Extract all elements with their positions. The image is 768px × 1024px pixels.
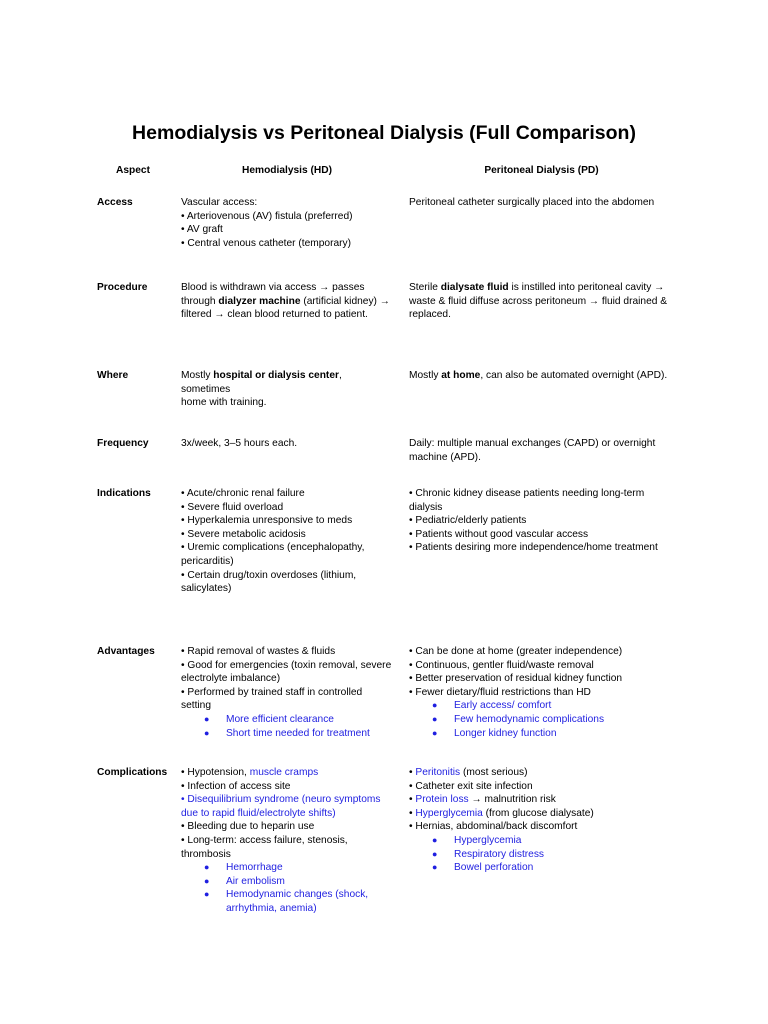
text-run: → malnutrition risk [468, 794, 556, 806]
indications-hd-line: • Certain drug/toxin overdoses (lithium, [181, 569, 357, 581]
bullet-icon: ● [204, 862, 210, 873]
bullet-icon: ● [432, 848, 438, 859]
complications-pd-sub-item [409, 834, 674, 848]
indications-pd-line: • Patients without good vascular access [409, 528, 589, 540]
advantages-pd-line: • Can be done at home (greater independence) [409, 646, 623, 657]
indications-hd-line: • Uremic complications (encephalopathy, [181, 542, 365, 554]
advantages-hd-sub-item [181, 713, 393, 727]
complications-hd-line: • Long-term: access failure, stenosis, [181, 834, 348, 846]
complications-hd-cell [181, 766, 393, 916]
sub-item-text: Bowel perforation [454, 862, 534, 874]
complications-hd-line: thrombosis [181, 848, 231, 860]
advantages-pd-sub-item [409, 727, 674, 741]
text-run: through [181, 295, 219, 307]
indications-hd-line: • Hyperkalemia unresponsive to meds [181, 515, 353, 527]
bullet-icon: ● [432, 713, 438, 724]
bullet-icon: ● [432, 727, 438, 738]
document-title: Hemodialysis vs Peritoneal Dialysis (Full Comparison) [132, 122, 636, 144]
complications-hd-sub-item [181, 888, 393, 902]
indications-hd-line: pericarditis) [181, 555, 234, 567]
frequency-pd-line: Daily: multiple manual exchanges (CAPD) or overnight [409, 438, 656, 449]
indications-hd-line: salicylates) [181, 583, 232, 595]
where-hd-line [181, 369, 393, 396]
text-run: Mostly [181, 370, 214, 381]
indications-pd-line: • Pediatric/elderly patients [409, 515, 527, 527]
sub-item-text: Hemodynamic changes (shock, [226, 889, 369, 901]
highlighted-term: Protein loss [415, 794, 469, 806]
complications-hd-line: due to rapid fluid/electrolyte shifts) [181, 807, 336, 819]
complications-pd-line [409, 807, 674, 821]
text-run: (artificial kidney) → [300, 295, 390, 307]
advantages-pd-cell [409, 645, 674, 740]
indications-hd-line: • Severe metabolic acidosis [181, 528, 306, 540]
row-label-procedure: Procedure [97, 282, 148, 293]
access-pd-cell: Peritoneal catheter surgically placed into the abdomen [409, 197, 655, 208]
where-hd-line: home with training. [181, 397, 267, 409]
row-label-complications: Complications [97, 767, 168, 778]
advantages-pd-sub-item [409, 713, 674, 727]
header-aspect: Aspect [116, 165, 150, 176]
indications-pd-cell [409, 487, 674, 555]
bold-term: hospital or dialysis center [213, 370, 339, 381]
bullet-icon: ● [432, 862, 438, 873]
advantages-hd-sub-item [181, 727, 393, 741]
advantages-pd-line: • Continuous, gentler fluid/waste removal [409, 659, 594, 671]
complications-hd-sub-item [181, 861, 393, 875]
sub-item-text: Few hemodynamic complications [454, 713, 605, 725]
complications-pd-sub-item [409, 861, 674, 875]
advantages-pd-line: • Better preservation of residual kidney function [409, 673, 623, 685]
indications-hd-line: • Severe fluid overload [181, 501, 284, 513]
procedure-hd-line: Blood is withdrawn via access → passes [181, 282, 365, 293]
text-run: • [409, 794, 416, 806]
bullet-icon: ● [204, 889, 210, 900]
complications-pd-line [409, 766, 674, 780]
highlighted-term: Hyperglycemia [415, 807, 483, 819]
where-pd-line [409, 369, 674, 383]
bold-term: dialysate fluid [440, 282, 509, 293]
access-hd-cell [181, 196, 393, 250]
sub-item-text: Short time needed for treatment [226, 727, 370, 739]
complications-hd-line [181, 766, 393, 780]
advantages-hd-line: electrolyte imbalance) [181, 673, 281, 685]
text-run: (most serious) [460, 767, 528, 778]
procedure-hd-line: filtered → clean blood returned to patient. [181, 309, 368, 321]
indications-pd-line: • Chronic kidney disease patients needing long-term [409, 488, 645, 499]
sub-item-text: Hyperglycemia [454, 834, 522, 846]
sub-item-text: Hemorrhage [226, 862, 283, 874]
sub-item-text: More efficient clearance [226, 713, 334, 725]
complications-pd-line: • Catheter exit site infection [409, 780, 533, 792]
advantages-hd-line: • Performed by trained staff in controlled setting [181, 686, 363, 712]
complications-hd-line: • Disequilibrium syndrome (neuro symptoms [181, 794, 381, 806]
row-label-frequency: Frequency [97, 438, 149, 449]
frequency-pd-cell [409, 437, 674, 464]
text-run: • [409, 807, 416, 819]
bold-term: dialyzer machine [218, 295, 301, 307]
access-hd-line: • Arteriovenous (AV) fistula (preferred) [181, 210, 353, 222]
indications-hd-line: • Acute/chronic renal failure [181, 488, 305, 499]
procedure-hd-line [181, 295, 393, 309]
highlighted-term: muscle cramps [249, 767, 319, 778]
bullet-icon: ● [204, 713, 210, 724]
advantages-pd-sub-item [409, 699, 674, 713]
header-hemodialysis: Hemodialysis (HD) [241, 165, 332, 176]
bullet-icon: ● [204, 875, 210, 886]
text-run: Mostly [409, 370, 442, 381]
row-label-indications: Indications [97, 488, 151, 499]
text-run: (from glucose dialysate) [482, 807, 594, 819]
indications-hd-cell [181, 487, 393, 596]
complications-pd-line [409, 793, 674, 807]
text-run: • [409, 767, 416, 778]
complications-hd-sub-item-continuation: arrhythmia, anemia) [226, 902, 317, 914]
bold-term: at home [441, 370, 481, 381]
indications-pd-line: dialysis [409, 501, 443, 513]
text-run: is instilled into peritoneal cavity → [508, 282, 665, 293]
bullet-icon: ● [432, 700, 438, 711]
frequency-hd-cell: 3x/week, 3–5 hours each. [181, 438, 298, 449]
access-hd-line: Vascular access: [181, 197, 258, 208]
advantages-hd-line: • Rapid removal of wastes & fluids [181, 646, 336, 657]
where-pd-cell [409, 369, 674, 383]
bullet-icon: ● [204, 727, 210, 738]
text-run: , can also be automated overnight (APD). [480, 370, 668, 381]
complications-pd-sub-item [409, 848, 674, 862]
complications-pd-cell [409, 766, 674, 875]
header-peritoneal-dialysis: Peritoneal Dialysis (PD) [484, 165, 599, 176]
sub-item-text: Early access/ comfort [454, 700, 552, 712]
procedure-pd-cell [409, 281, 674, 322]
bullet-icon: ● [432, 834, 438, 845]
frequency-pd-line: machine (APD). [409, 451, 481, 463]
row-label-advantages: Advantages [97, 646, 155, 657]
row-label-access: Access [97, 197, 133, 208]
text-run: • Hypotension, [181, 767, 250, 778]
procedure-pd-line: waste & fluid diffuse across peritoneum → fluid drained & [409, 295, 668, 307]
advantages-hd-line: • Good for emergencies (toxin removal, severe [181, 659, 392, 671]
sub-item-text: Respiratory distress [454, 848, 545, 860]
highlighted-term: Peritonitis [415, 767, 461, 778]
text-run: , sometimes [181, 370, 342, 395]
indications-pd-line: • Patients desiring more independence/home treatment [409, 542, 658, 554]
complications-hd-line: • Infection of access site [181, 780, 291, 792]
advantages-pd-line: • Fewer dietary/fluid restrictions than HD [409, 686, 591, 698]
sub-item-text: Air embolism [226, 875, 285, 887]
complications-pd-line: • Hernias, abdominal/back discomfort [409, 821, 578, 833]
where-hd-cell [181, 369, 393, 410]
procedure-hd-cell [181, 281, 393, 322]
procedure-pd-line: replaced. [409, 309, 451, 321]
access-hd-line: • Central venous catheter (temporary) [181, 237, 352, 249]
complications-hd-line: • Bleeding due to heparin use [181, 821, 315, 833]
access-hd-line: • AV graft [181, 224, 223, 236]
procedure-pd-line [409, 281, 674, 295]
sub-item-text: Longer kidney function [454, 727, 557, 739]
text-run: Sterile [409, 282, 441, 293]
complications-hd-sub-item [181, 875, 393, 889]
advantages-hd-cell [181, 645, 393, 740]
row-label-where: Where [97, 370, 129, 381]
